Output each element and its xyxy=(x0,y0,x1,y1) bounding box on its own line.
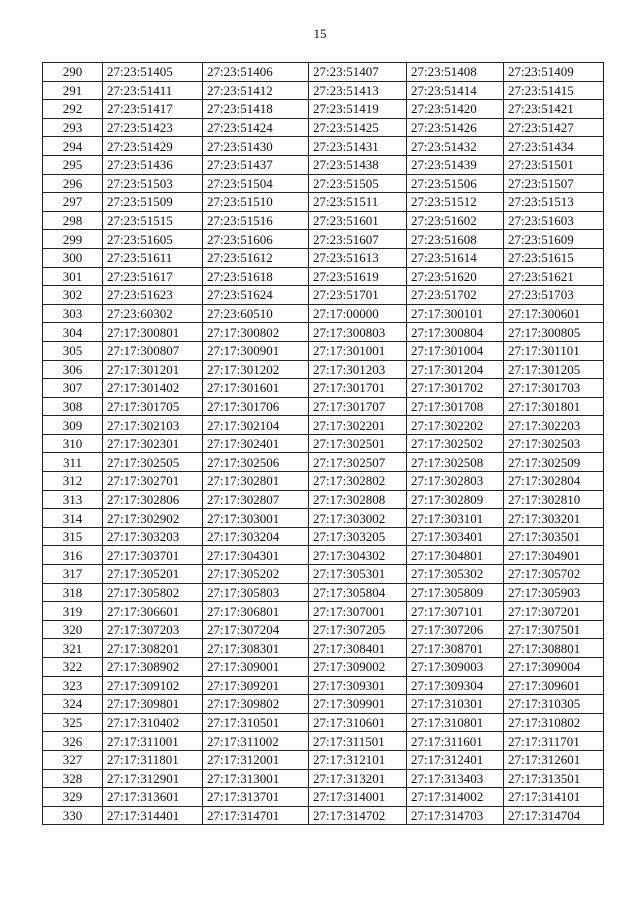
cadastral-number-cell: 27:17:303201 xyxy=(504,509,604,528)
cadastral-number-cell: 27:17:307205 xyxy=(309,620,407,639)
cadastral-number-cell: 27:17:302802 xyxy=(309,472,407,491)
cadastral-number-cell: 27:17:309004 xyxy=(504,658,604,677)
cadastral-number-cell: 27:17:300601 xyxy=(504,304,604,323)
cadastral-number-cell: 27:17:311601 xyxy=(407,732,504,751)
cadastral-number-cell: 27:17:310402 xyxy=(103,713,203,732)
row-number-cell: 296 xyxy=(43,174,103,193)
cadastral-number-cell: 27:17:302505 xyxy=(103,453,203,472)
row-number-cell: 300 xyxy=(43,248,103,267)
cadastral-number-cell: 27:23:51438 xyxy=(309,155,407,174)
table-row xyxy=(43,230,604,249)
cadastral-number-cell: 27:23:51617 xyxy=(103,267,203,286)
cadastral-number-cell: 27:23:51412 xyxy=(203,81,309,100)
cadastral-number-cell: 27:17:302509 xyxy=(504,453,604,472)
cadastral-number-cell: 27:17:00000 xyxy=(309,304,407,323)
cadastral-number-cell: 27:23:51702 xyxy=(407,286,504,305)
row-number-cell: 330 xyxy=(43,806,103,825)
cadastral-number-cell: 27:17:309304 xyxy=(407,676,504,695)
table-row xyxy=(43,546,604,565)
cadastral-number-cell: 27:23:51425 xyxy=(309,118,407,137)
row-number-cell: 327 xyxy=(43,750,103,769)
cadastral-number-cell: 27:17:308401 xyxy=(309,639,407,658)
cadastral-number-cell: 27:17:308301 xyxy=(203,639,309,658)
cadastral-number-cell: 27:17:302501 xyxy=(309,434,407,453)
table-row xyxy=(43,360,604,379)
cadastral-number-cell: 27:23:51623 xyxy=(103,286,203,305)
cadastral-number-cell: 27:17:307101 xyxy=(407,602,504,621)
cadastral-number-cell: 27:23:51406 xyxy=(203,63,309,82)
cadastral-number-cell: 27:17:303001 xyxy=(203,509,309,528)
cadastral-number-cell: 27:17:302803 xyxy=(407,472,504,491)
table-row xyxy=(43,155,604,174)
cadastral-number-cell: 27:17:312901 xyxy=(103,769,203,788)
cadastral-number-cell: 27:23:51606 xyxy=(203,230,309,249)
row-number-cell: 298 xyxy=(43,211,103,230)
cadastral-number-cell: 27:17:309002 xyxy=(309,658,407,677)
table-row xyxy=(43,453,604,472)
cadastral-number-cell: 27:17:302807 xyxy=(203,490,309,509)
cadastral-number-cell: 27:23:51432 xyxy=(407,137,504,156)
cadastral-number-cell: 27:17:303204 xyxy=(203,527,309,546)
cadastral-number-cell: 27:23:51701 xyxy=(309,286,407,305)
cadastral-number-cell: 27:23:51408 xyxy=(407,63,504,82)
row-number-cell: 316 xyxy=(43,546,103,565)
cadastral-number-cell: 27:17:309003 xyxy=(407,658,504,677)
cadastral-number-cell: 27:17:309901 xyxy=(309,695,407,714)
row-number-cell: 308 xyxy=(43,397,103,416)
cadastral-number-cell: 27:17:314002 xyxy=(407,788,504,807)
row-number-cell: 294 xyxy=(43,137,103,156)
cadastral-number-cell: 27:23:51613 xyxy=(309,248,407,267)
row-number-cell: 305 xyxy=(43,341,103,360)
cadastral-number-cell: 27:17:307501 xyxy=(504,620,604,639)
cadastral-number-cell: 27:17:301801 xyxy=(504,397,604,416)
row-number-cell: 307 xyxy=(43,379,103,398)
table-row xyxy=(43,63,604,82)
cadastral-number-cell: 27:17:301701 xyxy=(309,379,407,398)
table-row xyxy=(43,490,604,509)
cadastral-number-cell: 27:23:51612 xyxy=(203,248,309,267)
cadastral-number-cell: 27:23:51405 xyxy=(103,63,203,82)
cadastral-number-cell: 27:17:311002 xyxy=(203,732,309,751)
cadastral-number-cell: 27:17:301707 xyxy=(309,397,407,416)
cadastral-number-cell: 27:17:314401 xyxy=(103,806,203,825)
cadastral-number-cell: 27:17:301702 xyxy=(407,379,504,398)
row-number-cell: 324 xyxy=(43,695,103,714)
cadastral-number-cell: 27:23:51421 xyxy=(504,100,604,119)
cadastral-number-cell: 27:23:51409 xyxy=(504,63,604,82)
row-number-cell: 295 xyxy=(43,155,103,174)
cadastral-number-cell: 27:17:302202 xyxy=(407,416,504,435)
table-row xyxy=(43,769,604,788)
cadastral-number-cell: 27:23:51503 xyxy=(103,174,203,193)
row-number-cell: 313 xyxy=(43,490,103,509)
cadastral-number-cell: 27:17:302103 xyxy=(103,416,203,435)
cadastral-number-cell: 27:23:51609 xyxy=(504,230,604,249)
cadastral-number-cell: 27:17:304302 xyxy=(309,546,407,565)
table-row xyxy=(43,81,604,100)
table-row xyxy=(43,248,604,267)
cadastral-number-cell: 27:23:51431 xyxy=(309,137,407,156)
cadastral-number-cell: 27:17:302203 xyxy=(504,416,604,435)
row-number-cell: 325 xyxy=(43,713,103,732)
row-number-cell: 297 xyxy=(43,193,103,212)
cadastral-number-cell: 27:23:51611 xyxy=(103,248,203,267)
cadastral-number-cell: 27:17:303701 xyxy=(103,546,203,565)
cadastral-number-cell: 27:23:51507 xyxy=(504,174,604,193)
cadastral-number-cell: 27:17:301204 xyxy=(407,360,504,379)
cadastral-number-cell: 27:23:51619 xyxy=(309,267,407,286)
row-number-cell: 291 xyxy=(43,81,103,100)
row-number-cell: 290 xyxy=(43,63,103,82)
cadastral-number-cell: 27:17:302301 xyxy=(103,434,203,453)
cadastral-number-cell: 27:23:51426 xyxy=(407,118,504,137)
cadastral-number-cell: 27:23:51415 xyxy=(504,81,604,100)
cadastral-number-cell: 27:17:311501 xyxy=(309,732,407,751)
cadastral-number-cell: 27:23:51420 xyxy=(407,100,504,119)
cadastral-number-cell: 27:23:51512 xyxy=(407,193,504,212)
cadastral-number-cell: 27:23:51620 xyxy=(407,267,504,286)
table-row xyxy=(43,732,604,751)
cadastral-number-cell: 27:17:303205 xyxy=(309,527,407,546)
row-number-cell: 306 xyxy=(43,360,103,379)
table-row xyxy=(43,397,604,416)
cadastral-number-cell: 27:23:60302 xyxy=(103,304,203,323)
cadastral-number-cell: 27:17:301402 xyxy=(103,379,203,398)
cadastral-number-cell: 27:17:301004 xyxy=(407,341,504,360)
cadastral-number-cell: 27:17:304901 xyxy=(504,546,604,565)
table-row xyxy=(43,806,604,825)
table-row xyxy=(43,323,604,342)
table-row xyxy=(43,174,604,193)
cadastral-number-cell: 27:17:300807 xyxy=(103,341,203,360)
cadastral-number-cell: 27:17:302104 xyxy=(203,416,309,435)
cadastral-number-cell: 27:17:302507 xyxy=(309,453,407,472)
cadastral-number-cell: 27:23:51413 xyxy=(309,81,407,100)
cadastral-number-cell: 27:23:51516 xyxy=(203,211,309,230)
cadastral-number-cell: 27:23:51419 xyxy=(309,100,407,119)
cadastral-number-cell: 27:23:51414 xyxy=(407,81,504,100)
cadastral-number-cell: 27:23:51607 xyxy=(309,230,407,249)
cadastral-number-cell: 27:23:51423 xyxy=(103,118,203,137)
cadastral-number-cell: 27:17:305804 xyxy=(309,583,407,602)
table-row xyxy=(43,565,604,584)
cadastral-number-cell: 27:23:51505 xyxy=(309,174,407,193)
cadastral-number-cell: 27:17:300803 xyxy=(309,323,407,342)
cadastral-number-cell: 27:17:312401 xyxy=(407,750,504,769)
cadastral-number-cell: 27:17:314701 xyxy=(203,806,309,825)
row-number-cell: 320 xyxy=(43,620,103,639)
cadastral-number-cell: 27:23:51424 xyxy=(203,118,309,137)
cadastral-number-cell: 27:17:309301 xyxy=(309,676,407,695)
cadastral-number-cell: 27:17:308701 xyxy=(407,639,504,658)
cadastral-number-cell: 27:17:302201 xyxy=(309,416,407,435)
cadastral-number-cell: 27:17:303101 xyxy=(407,509,504,528)
cadastral-number-cell: 27:17:303203 xyxy=(103,527,203,546)
cadastral-number-cell: 27:17:305702 xyxy=(504,565,604,584)
row-number-cell: 299 xyxy=(43,230,103,249)
table-row xyxy=(43,211,604,230)
row-number-cell: 293 xyxy=(43,118,103,137)
cadastral-number-cell: 27:23:51434 xyxy=(504,137,604,156)
cadastral-number-cell: 27:23:51430 xyxy=(203,137,309,156)
cadastral-number-cell: 27:23:51510 xyxy=(203,193,309,212)
cadastral-number-cell: 27:17:301703 xyxy=(504,379,604,398)
cadastral-number-cell: 27:23:51615 xyxy=(504,248,604,267)
row-number-cell: 323 xyxy=(43,676,103,695)
cadastral-number-cell: 27:17:311801 xyxy=(103,750,203,769)
cadastral-number-cell: 27:17:307204 xyxy=(203,620,309,639)
cadastral-number-cell: 27:17:305903 xyxy=(504,583,604,602)
cadastral-number-cell: 27:17:313001 xyxy=(203,769,309,788)
cadastral-number-cell: 27:17:301202 xyxy=(203,360,309,379)
cadastral-number-cell: 27:17:304801 xyxy=(407,546,504,565)
table-row xyxy=(43,193,604,212)
cadastral-number-cell: 27:17:300101 xyxy=(407,304,504,323)
cadastral-number-cell: 27:17:305301 xyxy=(309,565,407,584)
cadastral-number-cell: 27:23:51621 xyxy=(504,267,604,286)
cadastral-number-cell: 27:23:51506 xyxy=(407,174,504,193)
cadastral-number-cell: 27:23:51511 xyxy=(309,193,407,212)
cadastral-number-cell: 27:17:301601 xyxy=(203,379,309,398)
cadastral-number-cell: 27:17:309801 xyxy=(103,695,203,714)
cadastral-number-cell: 27:17:310301 xyxy=(407,695,504,714)
cadastral-number-cell: 27:23:51429 xyxy=(103,137,203,156)
cadastral-number-cell: 27:17:302503 xyxy=(504,434,604,453)
cadastral-number-cell: 27:17:305803 xyxy=(203,583,309,602)
cadastral-number-cell: 27:23:51703 xyxy=(504,286,604,305)
cadastral-number-cell: 27:17:308902 xyxy=(103,658,203,677)
cadastral-number-cell: 27:23:51602 xyxy=(407,211,504,230)
cadastral-number-cell: 27:17:305302 xyxy=(407,565,504,584)
cadastral-number-cell: 27:17:303002 xyxy=(309,509,407,528)
row-number-cell: 309 xyxy=(43,416,103,435)
table-row xyxy=(43,750,604,769)
table-row xyxy=(43,509,604,528)
cadastral-number-cell: 27:17:301708 xyxy=(407,397,504,416)
cadastral-number-cell: 27:17:300804 xyxy=(407,323,504,342)
cadastral-number-cell: 27:17:300805 xyxy=(504,323,604,342)
row-number-cell: 321 xyxy=(43,639,103,658)
cadastral-number-cell: 27:17:304301 xyxy=(203,546,309,565)
cadastral-number-cell: 27:17:307206 xyxy=(407,620,504,639)
cadastral-number-cell: 27:23:51427 xyxy=(504,118,604,137)
table-body xyxy=(43,63,604,825)
cadastral-number-cell: 27:17:313403 xyxy=(407,769,504,788)
cadastral-number-cell: 27:23:51439 xyxy=(407,155,504,174)
cadastral-number-cell: 27:17:307001 xyxy=(309,602,407,621)
cadastral-number-cell: 27:17:301201 xyxy=(103,360,203,379)
row-number-cell: 317 xyxy=(43,565,103,584)
cadastral-number-cell: 27:17:311001 xyxy=(103,732,203,751)
cadastral-number-cell: 27:23:51411 xyxy=(103,81,203,100)
row-number-cell: 292 xyxy=(43,100,103,119)
cadastral-number-cell: 27:17:314704 xyxy=(504,806,604,825)
cadastral-number-cell: 27:23:51601 xyxy=(309,211,407,230)
page-number: 15 xyxy=(313,26,327,41)
cadastral-number-cell: 27:17:302804 xyxy=(504,472,604,491)
cadastral-number-table xyxy=(42,62,604,825)
row-number-cell: 312 xyxy=(43,472,103,491)
cadastral-number-cell: 27:17:303401 xyxy=(407,527,504,546)
cadastral-number-cell: 27:17:310305 xyxy=(504,695,604,714)
row-number-cell: 303 xyxy=(43,304,103,323)
cadastral-number-cell: 27:17:301203 xyxy=(309,360,407,379)
cadastral-number-cell: 27:23:51614 xyxy=(407,248,504,267)
cadastral-number-cell: 27:17:302801 xyxy=(203,472,309,491)
table-row xyxy=(43,658,604,677)
cadastral-number-cell: 27:17:302808 xyxy=(309,490,407,509)
table-row xyxy=(43,416,604,435)
cadastral-number-cell: 27:17:313601 xyxy=(103,788,203,807)
cadastral-number-cell: 27:17:310802 xyxy=(504,713,604,732)
table-row xyxy=(43,602,604,621)
table-row xyxy=(43,527,604,546)
cadastral-number-cell: 27:17:310801 xyxy=(407,713,504,732)
cadastral-number-cell: 27:17:305202 xyxy=(203,565,309,584)
table-row xyxy=(43,267,604,286)
cadastral-number-cell: 27:23:51501 xyxy=(504,155,604,174)
cadastral-number-cell: 27:17:302502 xyxy=(407,434,504,453)
cadastral-number-cell: 27:17:314101 xyxy=(504,788,604,807)
table-row xyxy=(43,341,604,360)
cadastral-number-cell: 27:17:302809 xyxy=(407,490,504,509)
row-number-cell: 310 xyxy=(43,434,103,453)
cadastral-number-cell: 27:17:302806 xyxy=(103,490,203,509)
cadastral-number-cell: 27:17:310601 xyxy=(309,713,407,732)
cadastral-number-cell: 27:17:302506 xyxy=(203,453,309,472)
table-row xyxy=(43,695,604,714)
table-row xyxy=(43,620,604,639)
row-number-cell: 311 xyxy=(43,453,103,472)
table-row xyxy=(43,118,604,137)
cadastral-number-cell: 27:17:309102 xyxy=(103,676,203,695)
table-row xyxy=(43,583,604,602)
cadastral-number-cell: 27:23:51436 xyxy=(103,155,203,174)
cadastral-number-cell: 27:17:307201 xyxy=(504,602,604,621)
table-row xyxy=(43,137,604,156)
row-number-cell: 329 xyxy=(43,788,103,807)
cadastral-number-cell: 27:17:314702 xyxy=(309,806,407,825)
table-row xyxy=(43,286,604,305)
cadastral-number-cell: 27:23:51515 xyxy=(103,211,203,230)
cadastral-number-cell: 27:17:305802 xyxy=(103,583,203,602)
cadastral-number-cell: 27:23:51417 xyxy=(103,100,203,119)
cadastral-number-cell: 27:23:51603 xyxy=(504,211,604,230)
table-row xyxy=(43,713,604,732)
cadastral-number-cell: 27:17:309001 xyxy=(203,658,309,677)
cadastral-number-cell: 27:17:302902 xyxy=(103,509,203,528)
cadastral-number-cell: 27:17:301706 xyxy=(203,397,309,416)
cadastral-number-cell: 27:23:51504 xyxy=(203,174,309,193)
cadastral-number-cell: 27:17:311701 xyxy=(504,732,604,751)
row-number-cell: 301 xyxy=(43,267,103,286)
cadastral-number-cell: 27:17:302508 xyxy=(407,453,504,472)
cadastral-number-cell: 27:23:60510 xyxy=(203,304,309,323)
cadastral-number-cell: 27:17:301101 xyxy=(504,341,604,360)
cadastral-number-cell: 27:17:312001 xyxy=(203,750,309,769)
cadastral-number-cell: 27:17:302701 xyxy=(103,472,203,491)
cadastral-number-cell: 27:17:306601 xyxy=(103,602,203,621)
cadastral-number-cell: 27:17:301205 xyxy=(504,360,604,379)
cadastral-number-cell: 27:17:303501 xyxy=(504,527,604,546)
table-row xyxy=(43,472,604,491)
cadastral-number-cell: 27:17:308801 xyxy=(504,639,604,658)
cadastral-number-cell: 27:23:51605 xyxy=(103,230,203,249)
cadastral-number-cell: 27:23:51407 xyxy=(309,63,407,82)
cadastral-number-cell: 27:17:312601 xyxy=(504,750,604,769)
cadastral-number-cell: 27:17:306801 xyxy=(203,602,309,621)
row-number-cell: 322 xyxy=(43,658,103,677)
row-number-cell: 326 xyxy=(43,732,103,751)
cadastral-number-cell: 27:23:51437 xyxy=(203,155,309,174)
cadastral-number-cell: 27:17:307203 xyxy=(103,620,203,639)
cadastral-number-cell: 27:17:314703 xyxy=(407,806,504,825)
cadastral-number-cell: 27:23:51418 xyxy=(203,100,309,119)
table-row xyxy=(43,304,604,323)
cadastral-number-cell: 27:23:51513 xyxy=(504,193,604,212)
table-row xyxy=(43,639,604,658)
cadastral-number-cell: 27:17:313701 xyxy=(203,788,309,807)
table-row xyxy=(43,379,604,398)
cadastral-number-cell: 27:17:305201 xyxy=(103,565,203,584)
table-row xyxy=(43,788,604,807)
row-number-cell: 315 xyxy=(43,527,103,546)
cadastral-number-cell: 27:23:51509 xyxy=(103,193,203,212)
cadastral-number-cell: 27:17:300801 xyxy=(103,323,203,342)
cadastral-number-cell: 27:17:313201 xyxy=(309,769,407,788)
cadastral-number-cell: 27:17:302810 xyxy=(504,490,604,509)
cadastral-number-cell: 27:17:308201 xyxy=(103,639,203,658)
cadastral-number-cell: 27:17:313501 xyxy=(504,769,604,788)
row-number-cell: 318 xyxy=(43,583,103,602)
row-number-cell: 328 xyxy=(43,769,103,788)
cadastral-number-cell: 27:17:309201 xyxy=(203,676,309,695)
cadastral-number-cell: 27:17:312101 xyxy=(309,750,407,769)
cadastral-number-cell: 27:17:314001 xyxy=(309,788,407,807)
table-row xyxy=(43,434,604,453)
cadastral-number-cell: 27:23:51624 xyxy=(203,286,309,305)
table-row xyxy=(43,676,604,695)
cadastral-number-cell: 27:17:302401 xyxy=(203,434,309,453)
cadastral-number-cell: 27:17:300802 xyxy=(203,323,309,342)
cadastral-number-cell: 27:17:301001 xyxy=(309,341,407,360)
cadastral-number-cell: 27:17:309802 xyxy=(203,695,309,714)
cadastral-number-cell: 27:17:305809 xyxy=(407,583,504,602)
cadastral-number-cell: 27:23:51608 xyxy=(407,230,504,249)
row-number-cell: 314 xyxy=(43,509,103,528)
row-number-cell: 304 xyxy=(43,323,103,342)
cadastral-number-cell: 27:17:300901 xyxy=(203,341,309,360)
row-number-cell: 319 xyxy=(43,602,103,621)
cadastral-number-cell: 27:17:310501 xyxy=(203,713,309,732)
row-number-cell: 302 xyxy=(43,286,103,305)
cadastral-number-cell: 27:17:301705 xyxy=(103,397,203,416)
table-row xyxy=(43,100,604,119)
cadastral-number-cell: 27:17:309601 xyxy=(504,676,604,695)
cadastral-number-cell: 27:23:51618 xyxy=(203,267,309,286)
